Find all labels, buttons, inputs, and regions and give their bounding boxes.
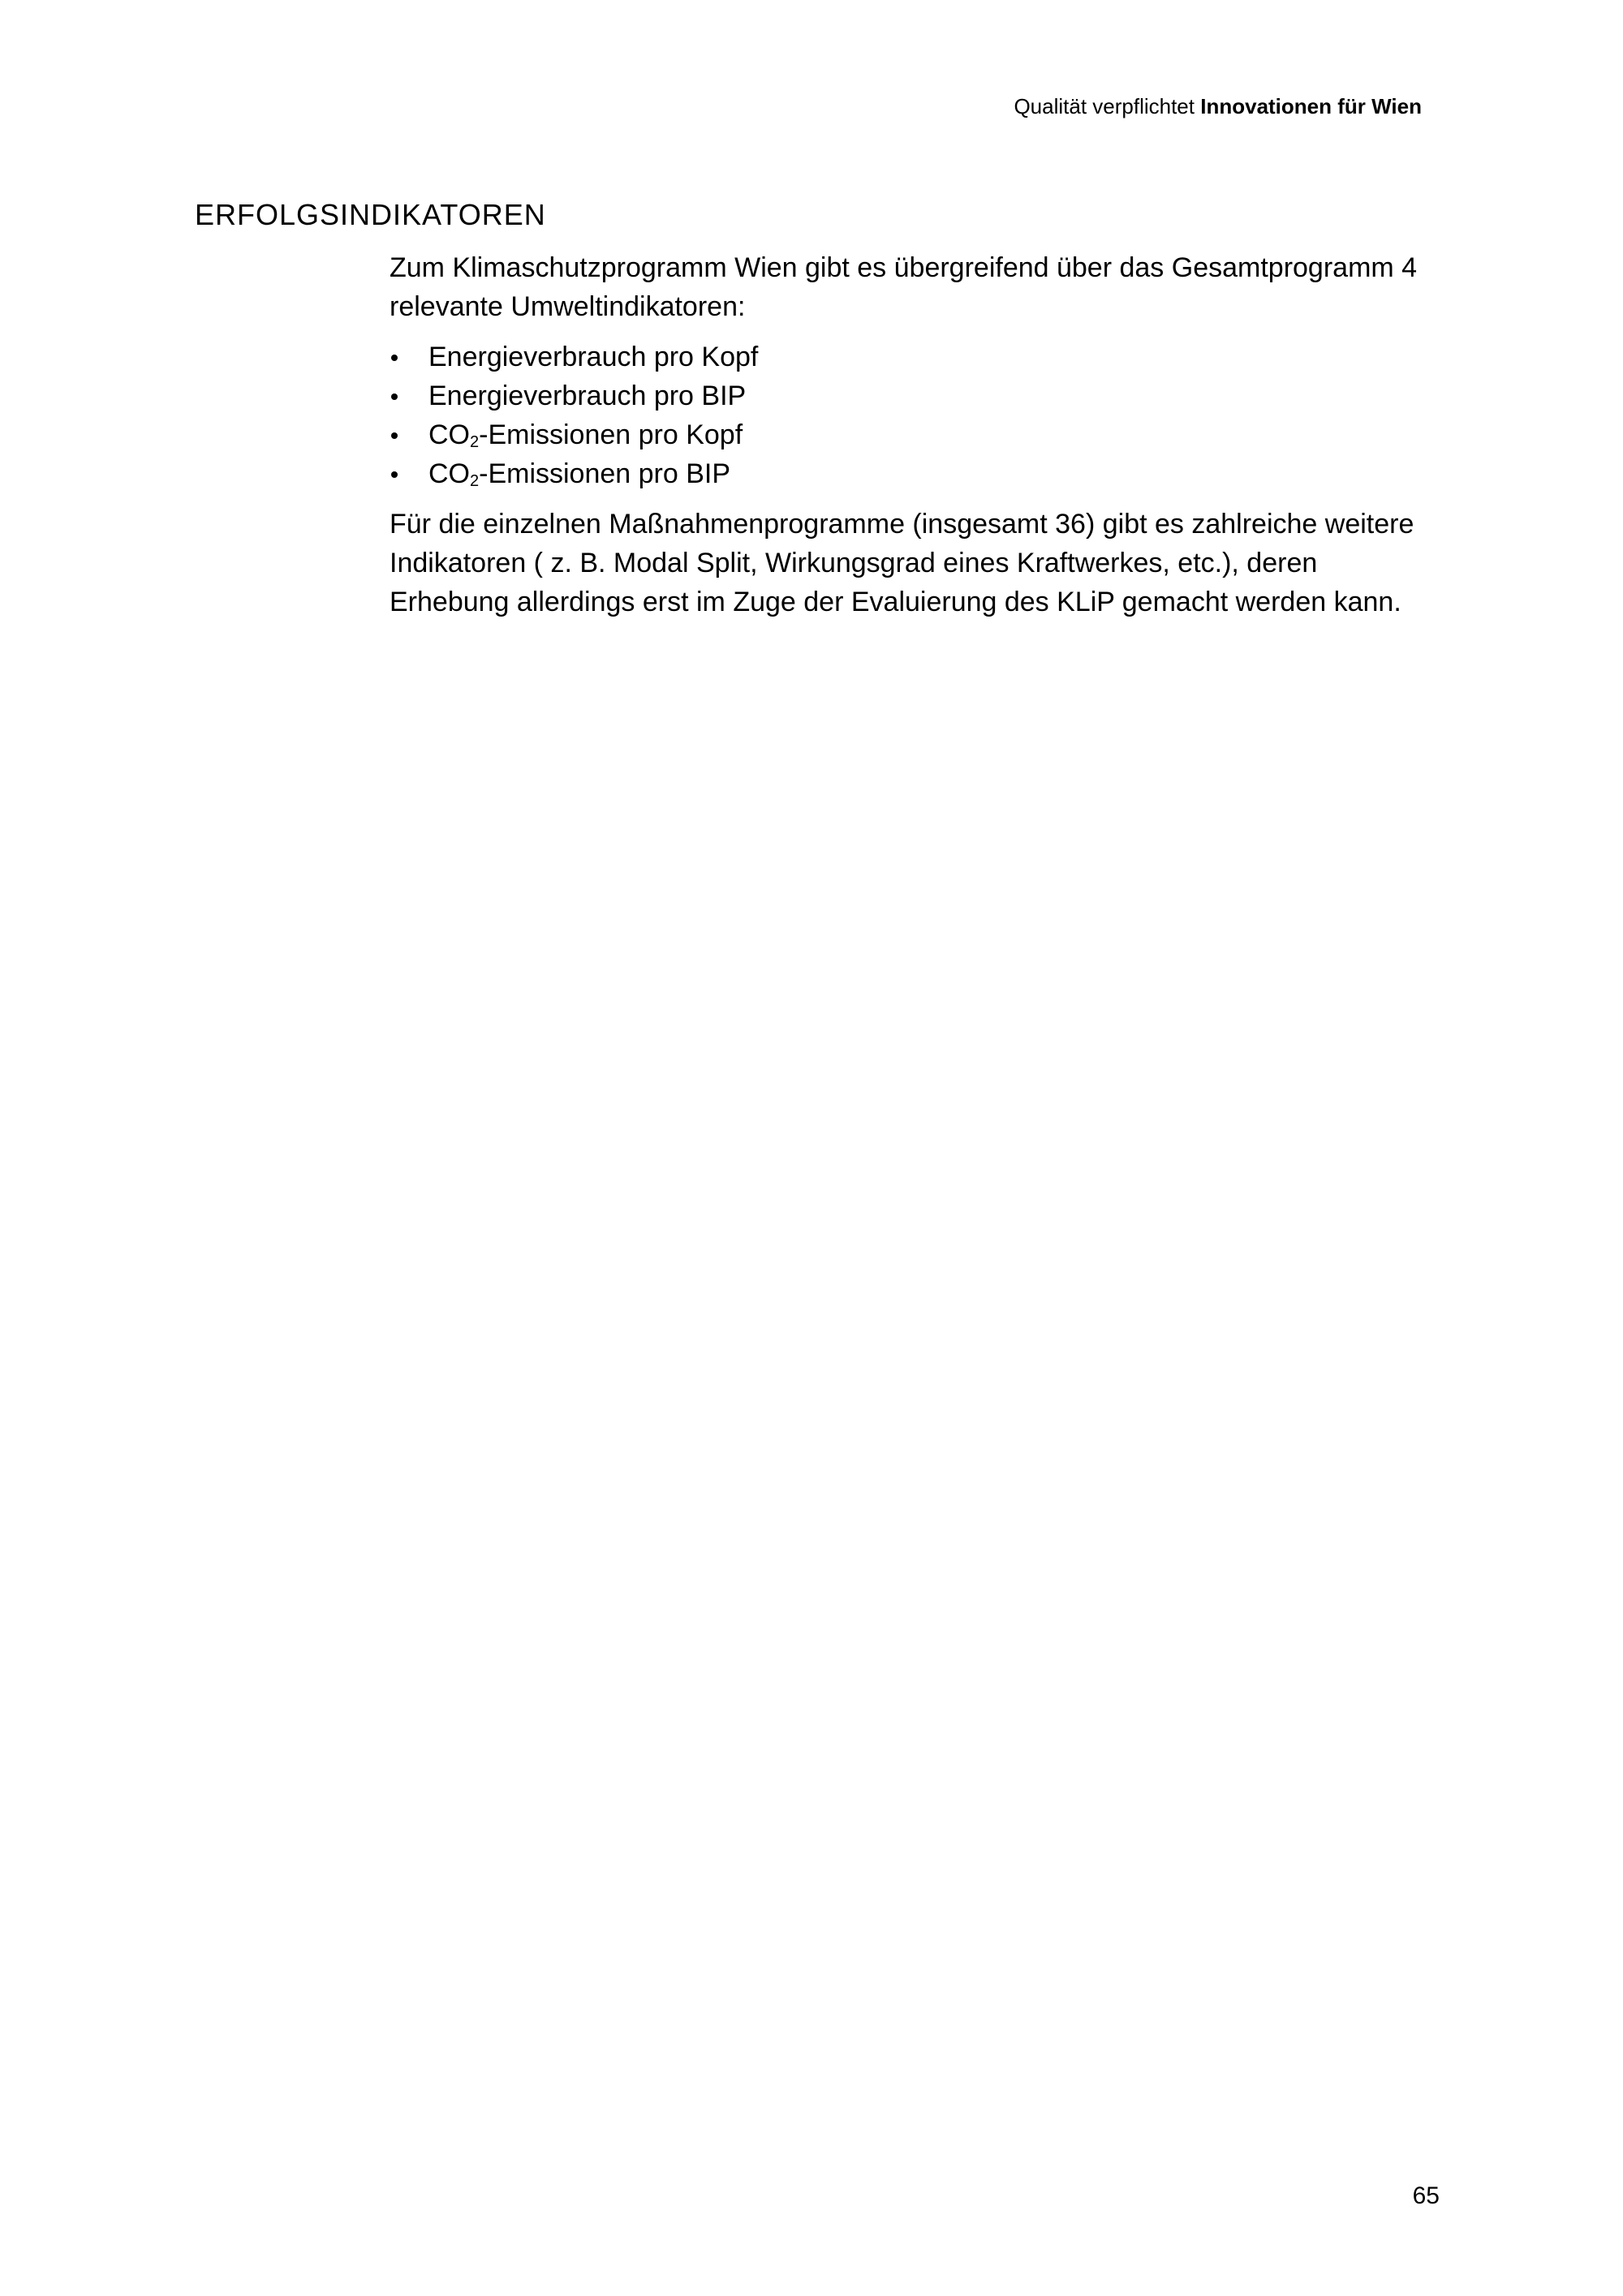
list-item-subscript: 2 bbox=[470, 472, 480, 490]
bullet-icon bbox=[391, 393, 398, 400]
intro-paragraph: Zum Klimaschutzprogramm Wien gibt es übergreifend über das Gesamtprogramm 4 relevante Umweltindikatoren: bbox=[390, 252, 1418, 322]
header-prefix: Qualität verpflichtet bbox=[1014, 94, 1195, 118]
indicator-list bbox=[390, 338, 1444, 493]
list-item-text-post: -Emissionen pro Kopf bbox=[479, 419, 743, 450]
list-item bbox=[390, 454, 1444, 493]
list-item-text-pre: CO bbox=[428, 419, 470, 450]
bullet-icon bbox=[391, 471, 398, 478]
list-item-text: Energieverbrauch pro BIP bbox=[428, 381, 747, 411]
page-number: 65 bbox=[1412, 2182, 1440, 2209]
section-body bbox=[390, 248, 1444, 621]
bullet-icon bbox=[391, 432, 398, 439]
running-header bbox=[1014, 94, 1422, 119]
closing-paragraph: Für die einzelnen Maßnahmenprogramme (insgesamt 36) gibt es zahlreiche weitere Indikatoren ( z. B. Modal Split, Wirkungsgrad eines Kraftwerkes, etc.), deren Erhebung allerdings erst im Zuge der Evaluierung des KLiP gemacht werden kann. bbox=[390, 509, 1414, 617]
list-item bbox=[390, 338, 1444, 376]
section-title: ERFOLGSINDIKATOREN bbox=[195, 198, 546, 231]
list-item-text-pre: CO bbox=[428, 458, 470, 489]
list-item-subscript: 2 bbox=[470, 433, 480, 451]
list-item bbox=[390, 415, 1444, 454]
list-item-text-post: -Emissionen pro BIP bbox=[479, 458, 731, 489]
list-item bbox=[390, 376, 1444, 415]
bullet-icon bbox=[391, 355, 398, 361]
header-title: Innovationen für Wien bbox=[1200, 94, 1422, 118]
list-item-text: Energieverbrauch pro Kopf bbox=[428, 342, 759, 372]
